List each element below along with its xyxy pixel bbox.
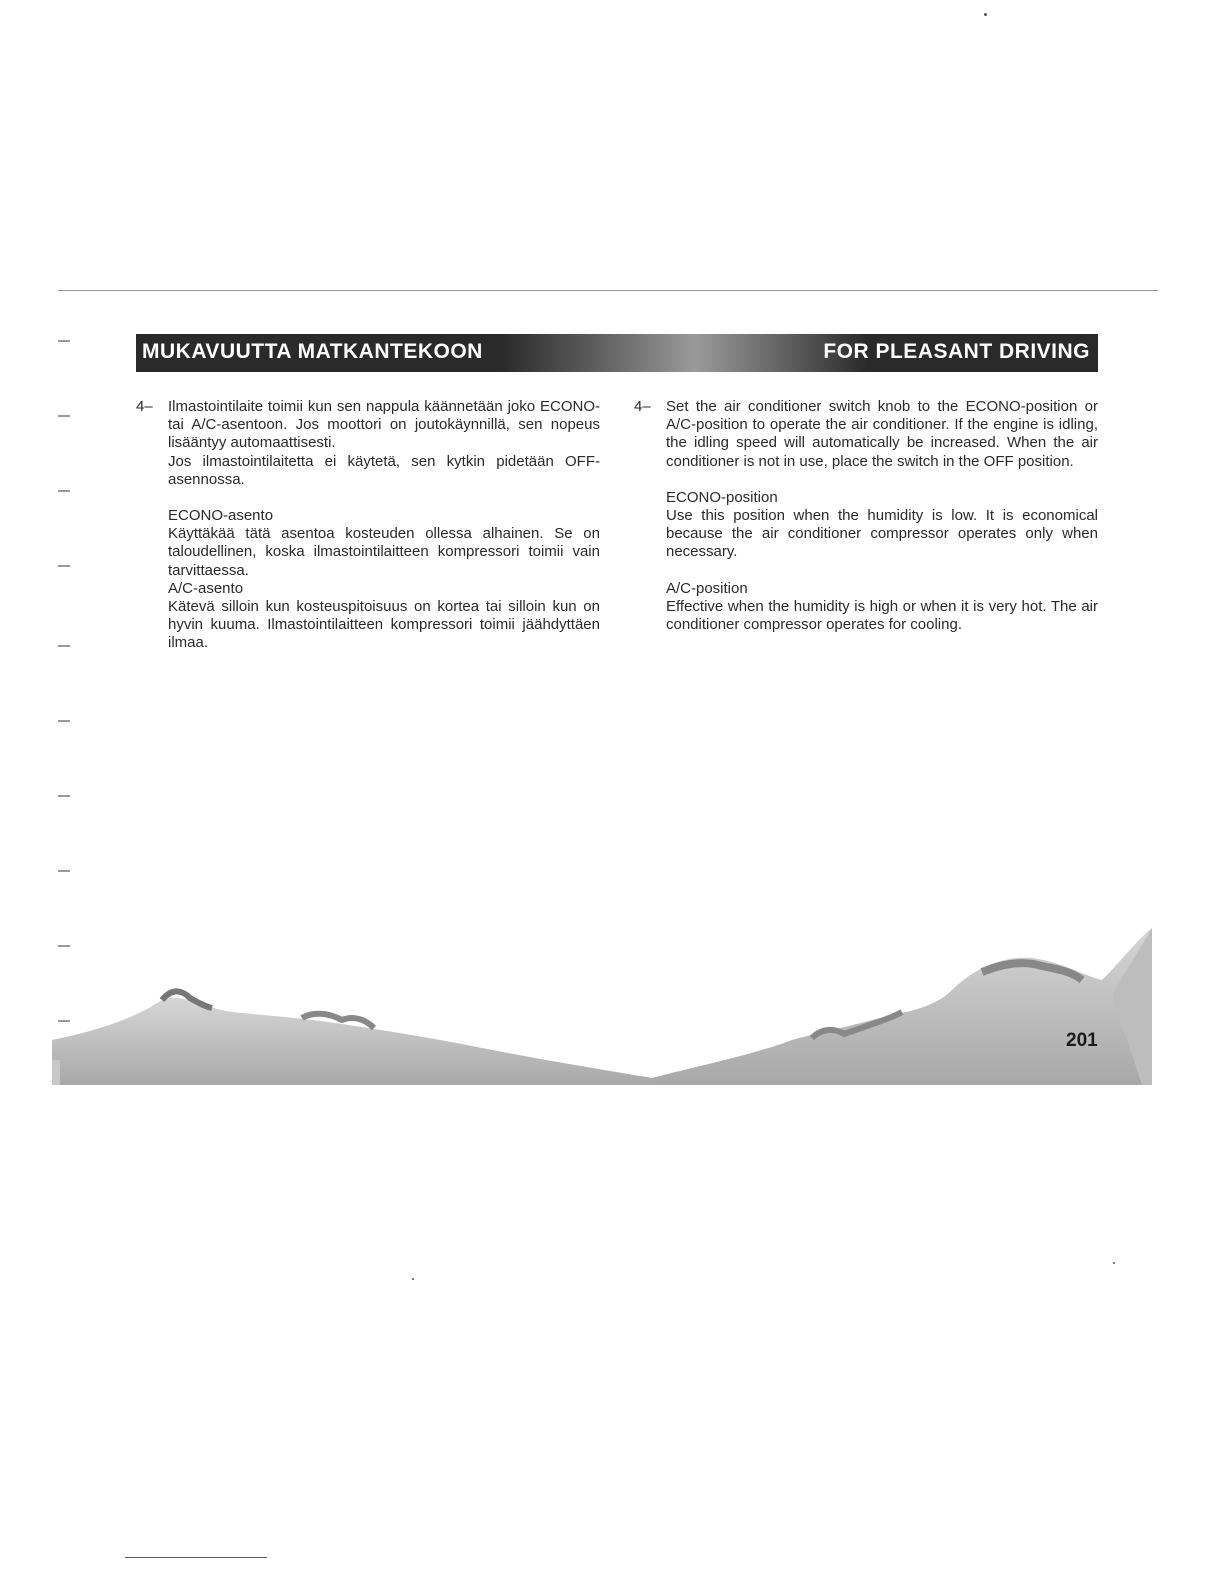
ac-heading: A/C-asento <box>168 579 244 597</box>
item-number: 4– <box>634 398 651 415</box>
section-banner <box>136 334 1098 372</box>
ac-heading: A/C-position <box>666 579 748 597</box>
speck <box>984 13 987 16</box>
banner-title-finnish: MUKAVUUTTA MATKANTEKOON <box>142 340 483 363</box>
item-number: 4– <box>136 398 153 415</box>
landscape-illustration <box>52 920 1152 1085</box>
paragraph: Jos ilmastointilaitetta ei käytetä, sen kytkin pidetään OFF-asennossa. <box>168 452 600 488</box>
page-number: 201 <box>1066 1030 1098 1051</box>
finnish-column <box>136 398 600 653</box>
econo-text: Use this position when the humidity is low. It is economical because the air conditioner compressor operates only when necessary. <box>666 507 1098 561</box>
econo-heading: ECONO-asento <box>168 507 274 525</box>
econo-text: Käyttäkää tätä asentoa kosteuden ollessa alhainen. Se on taloudellinen, koska ilmastointilaitteen kompressori toimii vain tarvittaessa. <box>168 525 600 579</box>
english-column <box>634 398 1098 634</box>
ac-text: Kätevä silloin kun kosteuspitoisuus on kortea tai silloin kun on hyvin kuuma. Ilmastointilaitteen kompressori toimii jäähdyttäen ilmaa. <box>168 598 600 652</box>
banner-title-english: FOR PLEASANT DRIVING <box>823 340 1090 363</box>
speck <box>1113 1262 1115 1264</box>
paragraph: Set the air conditioner switch knob to the ECONO-position or A/C-position to operate the air conditioner. If the engine is idling, the idling speed will automatically be increased. When the air conditioner is not in use, place the switch in the OFF position. <box>666 398 1098 470</box>
bottom-link-line <box>125 1557 267 1558</box>
econo-heading: ECONO-position <box>666 488 778 506</box>
top-rule <box>58 290 1158 291</box>
item-body <box>666 398 1098 634</box>
paragraph: Ilmastointilaite toimii kun sen nappula käännetään joko ECONO- tai A/C-asentoon. Jos moottori on joutokäynnillä, sen nopeus lisääntyy automaattisesti. <box>168 398 600 452</box>
ac-text: Effective when the humidity is high or when it is very hot. The air conditioner compressor operates for cooling. <box>666 597 1098 634</box>
item-body <box>168 398 600 653</box>
speck <box>412 1278 414 1280</box>
